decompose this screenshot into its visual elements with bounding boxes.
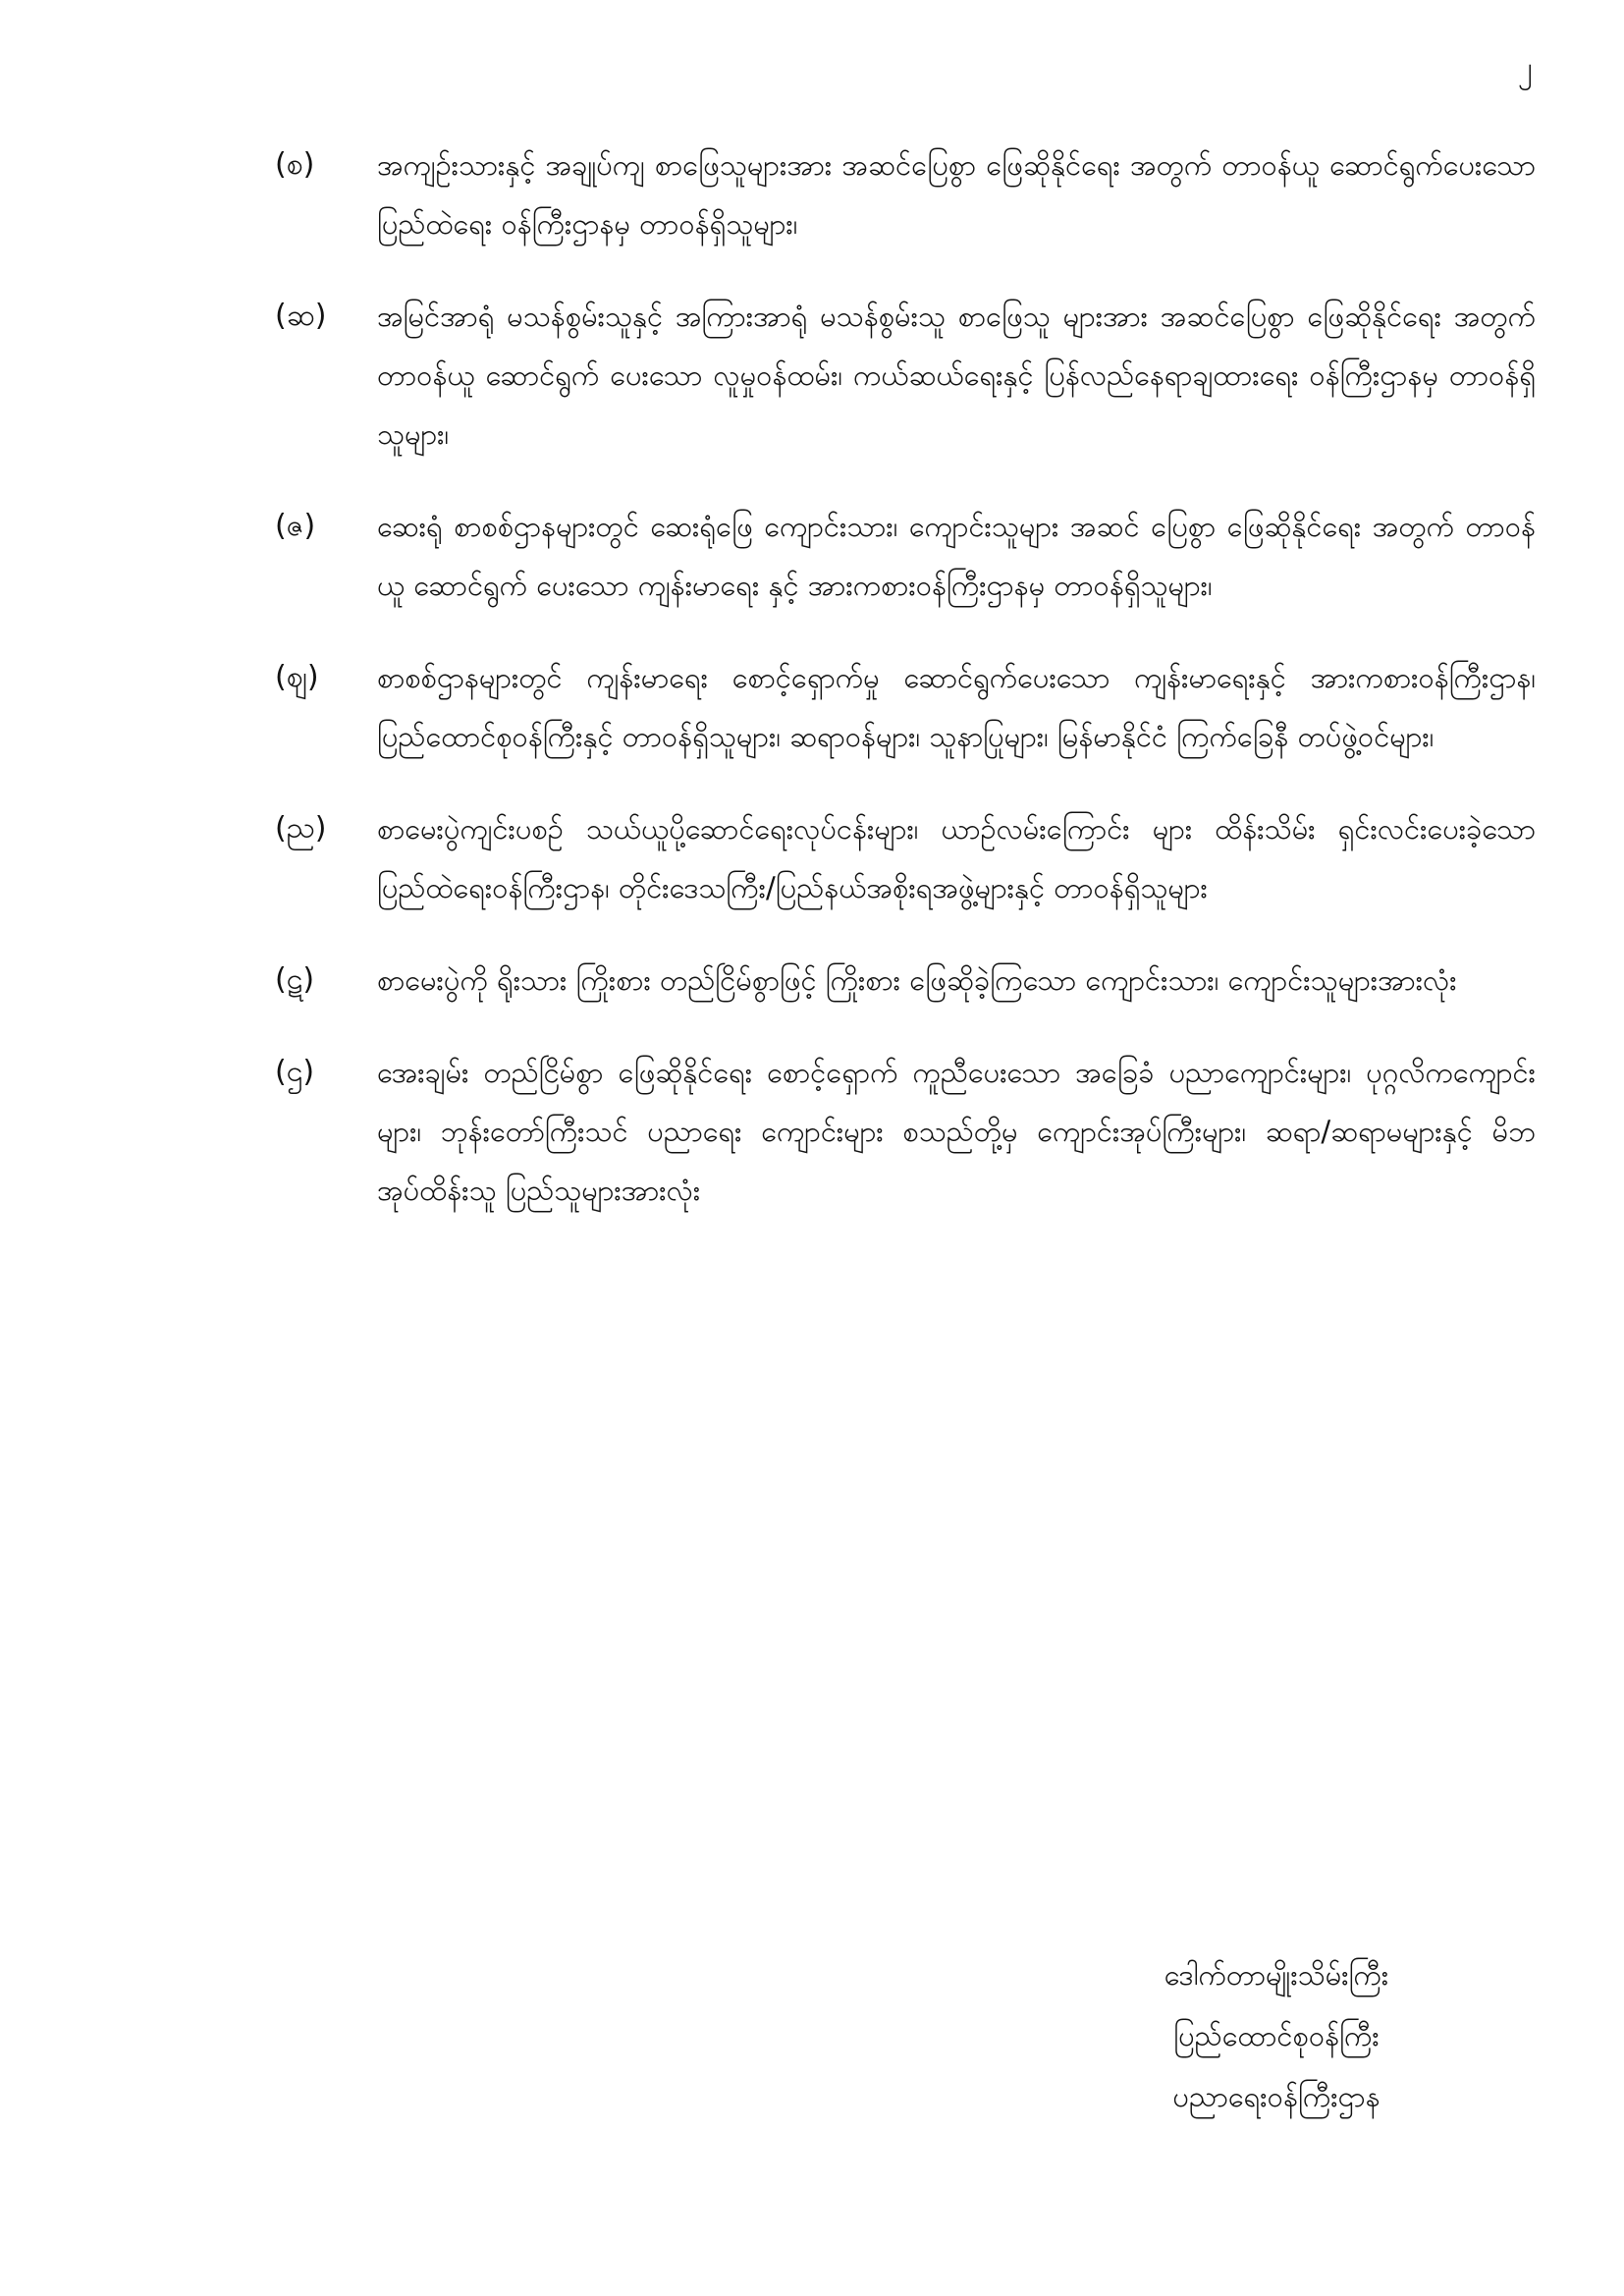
item-text: ဆေးရုံ စာစစ်ဌာနများတွင် ဆေးရုံဖြေ ကျောင်းသား၊ ကျောင်းသူများ အဆင် ပြေစွာ ဖြေဆိုနိုင်ရေး အတွက် တာဝန်ယူ ဆောင်ရွက် ပေးသော ကျန်းမာရေး နှင့် အားကစားဝန်ကြီးဌာနမှ တာဝန်ရှိသူများ၊ (377, 510, 1536, 602)
list-item (275, 1043, 1551, 1220)
item-text: အေးချမ်း တည်ငြိမ်စွာ ဖြေဆိုနိုင်ရေး စောင့်ရှောက် ကူညီပေးသော အခြေခံ ပညာကျောင်းများ၊ ပုဂ္ဂလိကကျောင်းများ၊ ဘုန်းတော်ကြီးသင် ပညာရေး ကျောင်းများ စသည်တို့မှ ကျောင်းအုပ်ကြီးများ၊ ဆရာ/ဆရာမများနှင့် မိဘအုပ်ထိန်းသူ ပြည်သူများအားလုံး (377, 1056, 1536, 1207)
list-item (275, 136, 1551, 253)
item-number: (ဆ) (275, 299, 327, 333)
list-item (275, 287, 1551, 464)
item-number: (ည) (275, 811, 327, 846)
signatory-ministry: ပညာရေးဝန်ကြီးဌာန (1172, 2080, 1380, 2113)
item-number: (ဋ) (275, 962, 315, 997)
item-text: စာစစ်ဌာနများတွင် ကျန်းမာရေး စောင့်ရှောက်မှု ဆောင်ရွက်ပေးသော ကျန်းမာရေးနှင့် အားကစားဝန်ကြီးဌာန၊ ပြည်ထောင်စုဝန်ကြီးနှင့် တာဝန်ရှိသူများ၊ ဆရာဝန်များ၊ သူနာပြုများ၊ မြန်မာနိုင်ငံ ကြက်ခြေနီ တပ်ဖွဲ့ဝင်များ၊ (377, 661, 1536, 753)
item-number: (ဈ) (275, 660, 319, 694)
signatory-title: ပြည်ထောင်စုဝန်ကြီး (1173, 2019, 1380, 2052)
item-number: (ဇ) (275, 509, 316, 543)
item-number: (ဌ) (275, 1055, 315, 1089)
list-item (275, 497, 1551, 615)
signatory-name: ဒေါက်တာမျိုးသိမ်းကြီး (1164, 1958, 1389, 1992)
signature-block (1060, 1944, 1492, 2127)
item-text: အကျဉ်းသားနှင့် အချုပ်ကျ စာဖြေသူများအား အဆင်ပြေစွာ ဖြေဆိုနိုင်ရေး အတွက် တာဝန်ယူ ဆောင်ရွက်ပေးသော ပြည်ထဲရေး ဝန်ကြီးဌာနမှ တာဝန်ရှိသူများ၊ (377, 148, 1536, 241)
list-item (275, 648, 1551, 766)
item-text: စာမေးပွဲကို ရိုးသား ကြိုးစား တည်ငြိမ်စွာဖြင့် ကြိုးစား ဖြေဆိုခဲ့ကြသော ကျောင်းသား၊ ကျောင်းသူများအားလုံး (377, 963, 1457, 997)
item-text: စာမေးပွဲကျင်းပစဉ် သယ်ယူပို့ဆောင်ရေးလုပ်ငန်းများ၊ ယာဉ်လမ်းကြောင်း များ ထိန်းသိမ်း ရှင်းလင်းပေးခဲ့သော ပြည်ထဲရေးဝန်ကြီးဌာန၊ တိုင်းဒေသကြီး/ပြည်နယ်အစိုးရအဖွဲ့များနှင့် တာဝန်ရှိသူများ (377, 812, 1536, 904)
list-item (275, 799, 1551, 917)
list-item (275, 951, 1551, 1010)
item-text: အမြင်အာရုံ မသန်စွမ်းသူနှင့် အကြားအာရုံ မသန်စွမ်းသူ စာဖြေသူ များအား အဆင်ပြေစွာ ဖြေဆိုနိုင်ရေး အတွက် တာဝန်ယူ ဆောင်ရွက် ပေးသော လူမှုဝန်ထမ်း၊ ကယ်ဆယ်ရေးနှင့် ပြန်လည်နေရာချထားရေး ဝန်ကြီးဌာနမှ တာဝန်ရှိသူများ၊ (377, 300, 1536, 451)
acknowledgement-list (275, 136, 1551, 1253)
item-number: (စ) (275, 147, 315, 182)
page-number: ၂ (1518, 51, 1533, 85)
